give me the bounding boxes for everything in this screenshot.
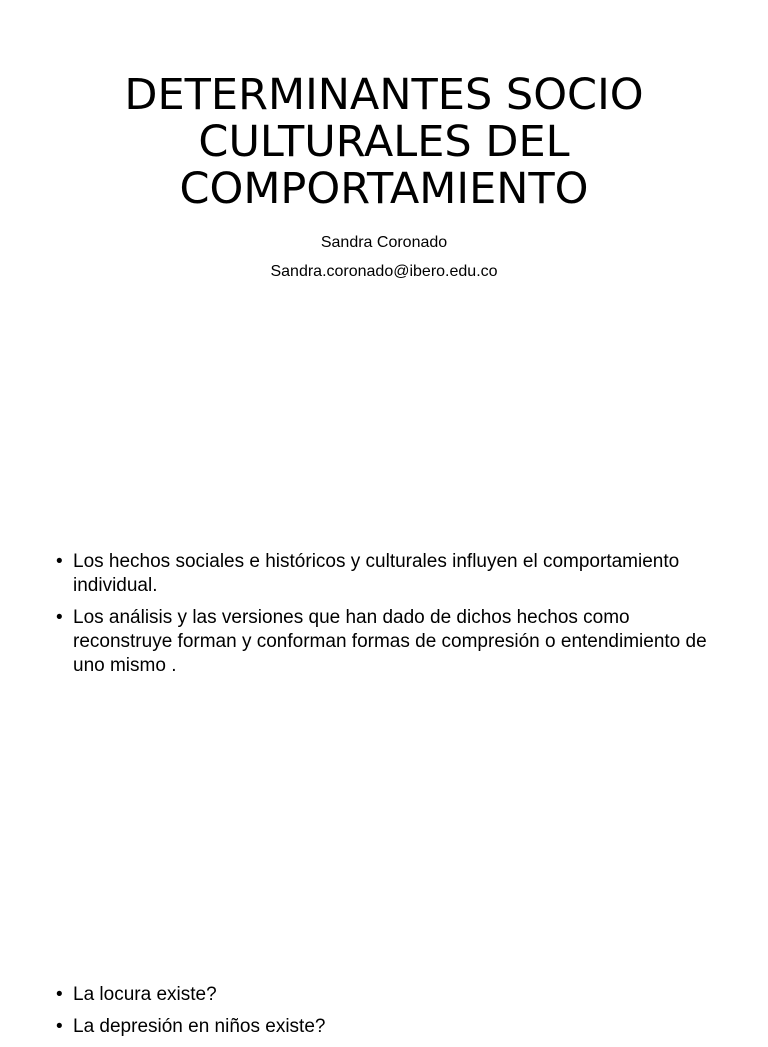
bullet-item xyxy=(56,983,716,1007)
bullet-icon: • xyxy=(56,551,63,572)
slide-content-2 xyxy=(0,946,768,1037)
title-line: DETERMINANTES SOCIO xyxy=(124,70,644,120)
bullet-item xyxy=(56,606,716,678)
author-email: Sandra.coronado@ibero.edu.co xyxy=(270,263,498,280)
bullet-list xyxy=(56,550,716,686)
bullet-icon: • xyxy=(56,1016,63,1037)
bullet-item xyxy=(56,1015,716,1039)
slide-title xyxy=(0,0,768,512)
bullet-text: Los análisis y las versiones que han dado de dichos hechos como reconstruye forman y conforman formas de compresión o entendimiento de uno mismo . xyxy=(73,607,707,676)
author-name: Sandra Coronado xyxy=(320,234,448,251)
bullet-icon: • xyxy=(56,984,63,1005)
bullet-text: Los hechos sociales e históricos y culturales influyen el comportamiento individual. xyxy=(73,551,680,596)
title-line: COMPORTAMIENTO xyxy=(179,164,589,214)
slide-content-1 xyxy=(0,512,768,946)
bullet-item xyxy=(56,550,716,598)
bullet-icon: • xyxy=(56,607,63,628)
bullet-list xyxy=(56,983,716,1047)
bullet-text: La depresión en niños existe? xyxy=(73,1016,326,1037)
title-line: CULTURALES DEL xyxy=(198,117,570,167)
slide-subtitle xyxy=(60,228,708,286)
bullet-text: La locura existe? xyxy=(73,984,217,1005)
slide-title-heading xyxy=(60,72,708,213)
